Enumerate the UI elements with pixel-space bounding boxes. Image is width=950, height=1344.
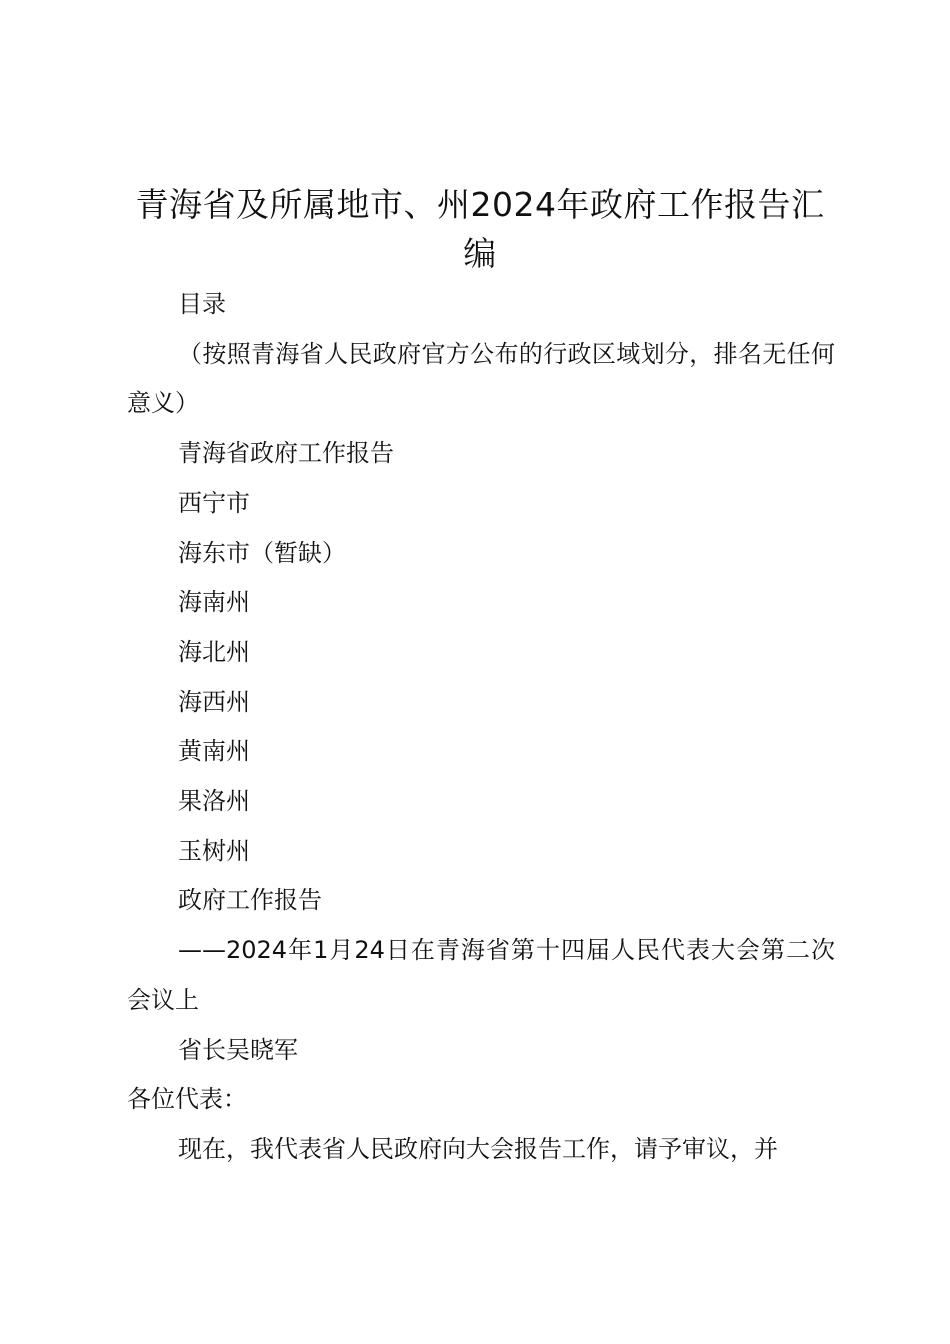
toc-item: 果洛州 <box>178 787 250 816</box>
report-title: 政府工作报告 <box>178 886 322 915</box>
toc-item: 海南州 <box>178 588 250 617</box>
toc-item: 西宁市 <box>178 488 250 517</box>
salutation: 各位代表： <box>127 1085 247 1114</box>
toc-item: 黄南州 <box>178 737 250 766</box>
toc-item: 玉树州 <box>178 836 250 865</box>
toc-heading: 目录 <box>178 290 226 318</box>
toc-item: 海西州 <box>178 687 250 716</box>
speaker: 省长吴晓军 <box>178 1035 298 1064</box>
toc-item: 海北州 <box>178 637 250 666</box>
report-subtitle: ——2024年1月24日在青海省第十四届人民代表大会第二次会议上 <box>127 936 835 1014</box>
toc-note: （按照青海省人民政府官方公布的行政区域划分，排名无任何意义） <box>127 339 835 418</box>
document-title: 青海省及所属地市、州2024年政府工作报告汇编 <box>135 185 825 273</box>
toc-item: 海东市（暂缺） <box>178 538 346 567</box>
document-body <box>127 280 835 1175</box>
toc-item: 青海省政府工作报告 <box>178 439 394 468</box>
opening-paragraph: 现在，我代表省人民政府向大会报告工作，请予审议，并 <box>178 1134 778 1163</box>
